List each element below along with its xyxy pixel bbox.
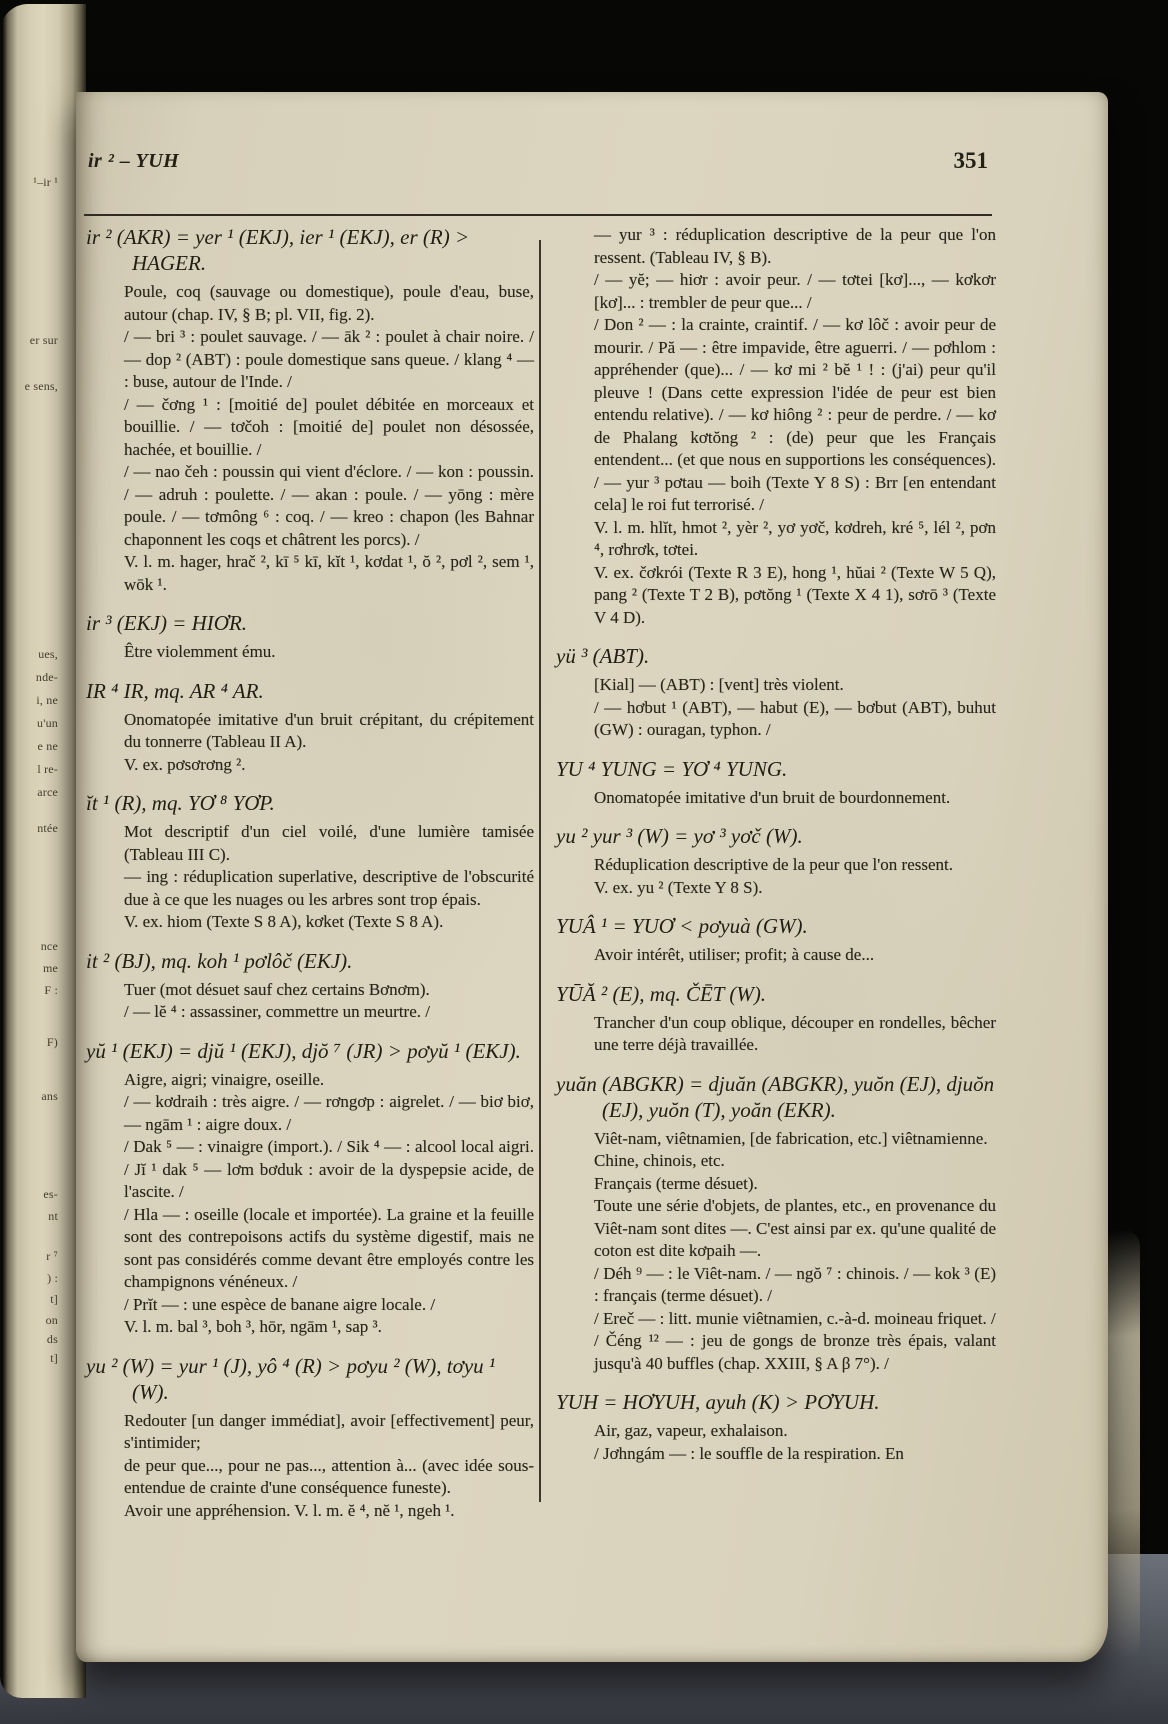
entry-paragraph: / Dak ⁵ — : vinaigre (import.). / Sik ⁴ — : alcool local aigri. / Jĭ ¹ dak ⁵ — lơm bơduk : avoir de la dyspepsie acide, de l'ascite. / — [124, 1137, 534, 1201]
dictionary-entry — [556, 224, 996, 629]
entry-paragraph: / Hla — : oseille (locale et importée). La graine et la feuille sont des contrepoisons actifs du système digestif, mais ne sont pas considérés comme devant être employés contre les champignons vénéneux. / — [124, 1204, 534, 1291]
page-edge-fragment: ans — [41, 1089, 58, 1103]
entry-paragraph: / Déh ⁹ — : le Viêt-nam. / — ngŏ ⁷ : chinois. / — kok ³ (E) : français (terme désuet). / — [594, 1263, 996, 1305]
entry-paragraph: Mot descriptif d'un ciel voilé, d'une lumière tamisée (Tableau III C). — [124, 822, 534, 864]
dictionary-entry — [86, 610, 534, 664]
page-edge-fragment: t] — [50, 1351, 58, 1365]
entry-paragraph: Tuer (mot désuet sauf chez certains Bơnơm). — [124, 979, 430, 999]
entry-headword: yu ² yur ³ (W) = yơ ³ yơč (W). — [556, 824, 803, 848]
entry-paragraph: V. l. m. hlĭt, hmot ², yèr ², yơ yơč, kơdreh, kré ⁵, lél ², pơn ⁴, rơhrơk, tơtei. — [594, 517, 996, 559]
entry-paragraph: V. ex. pơsơrơng ². — [124, 754, 246, 774]
page-edge-fragment: nt — [48, 1209, 58, 1223]
page-edge-fragment: ds — [46, 1332, 58, 1346]
dictionary-entry — [556, 981, 996, 1057]
running-header: ir ² – YUH — [88, 150, 180, 172]
page-edge-fragment: es- — [43, 1187, 58, 1201]
entry-headword: YUH = HƠYUH, ayuh (K) > PƠYUH. — [556, 1390, 880, 1414]
column-left — [86, 224, 534, 1536]
page-edge-fragment: on — [45, 1313, 58, 1327]
page-edge-fragment: ues, — [38, 647, 58, 661]
entry-headword: YUÂ ¹ = YUƠ < pơyuà (GW). — [556, 914, 808, 938]
page-edge-fragment: nce — [40, 939, 58, 953]
column-divider — [539, 240, 541, 1502]
entry-paragraph: / Ereč — : litt. munie viêtnamien, c.-à-d. moineau friquet. / — [594, 1308, 996, 1328]
entry-paragraph: Français (terme désuet). — [594, 1173, 758, 1193]
entry-headword: yuăn (ABGKR) = djuăn (ABGKR), yuŏn (EJ), djuŏn (EJ), yuŏn (T), yoăn (EKR). — [556, 1071, 995, 1122]
entry-paragraph: Aigre, aigri; vinaigre, oseille. — [124, 1069, 325, 1089]
entry-paragraph: Réduplication descriptive de la peur que l'on ressent. — [594, 855, 954, 874]
entry-headword: yu ² (W) = yur ¹ (J), yô ⁴ (R) > pơyu ² (W), tơyu ¹ (W). — [86, 1353, 496, 1404]
entry-paragraph: / — čơng ¹ : [moitié de] poulet débitée en morceaux et bouillie. / — tơčoh : [moitié de] poulet non désossée, hachée, et bouillie. / — [124, 394, 534, 459]
book-page — [76, 92, 1108, 1662]
dictionary-entry — [556, 643, 996, 742]
dictionary-entry — [556, 913, 996, 967]
entry-paragraph: Toute une série d'objets, de plantes, etc., en provenance du Viêt-nam sont dites —. C'est ainsi par ex. qu'une qualité de coton est dite kơpaih —. — [594, 1196, 996, 1260]
entry-paragraph: / Prĭt — : une espèce de banane aigre locale. / — [124, 1294, 436, 1314]
entry-headword: yü ³ (ABT). — [556, 644, 650, 668]
entry-paragraph: — yur ³ : réduplication descriptive de la peur que l'on ressent. (Tableau IV, § B). — [594, 225, 996, 267]
header-rule — [84, 214, 992, 216]
entry-paragraph: [Kial] — (ABT) : [vent] très violent. — [594, 675, 844, 694]
entry-paragraph: Redouter [un danger immédiat], avoir [effectivement] peur, s'intimider; — [124, 1410, 534, 1452]
dictionary-entry — [556, 823, 996, 899]
entry-paragraph: / Jơhngám — : le souffle de la respiration. En — [594, 1443, 904, 1463]
entry-paragraph: / Čéng ¹² — : jeu de gongs de bronze très épais, valant jusqu'à 40 buffles (chap. XXIII, § A β 7°). / — [594, 1331, 996, 1373]
entry-paragraph: V. ex. yu ² (Texte Y 8 S). — [594, 877, 763, 897]
entry-paragraph: Onomatopée imitative d'un bruit de bourdonnement. — [594, 787, 951, 807]
page-edge-fragment: t] — [50, 1292, 58, 1306]
entry-paragraph: V. l. m. bal ³, boh ³, hōr, ngām ¹, sap ³. — [124, 1317, 382, 1336]
entry-paragraph: / Don ² — : la crainte, craintif. / — kơ lôč : avoir peur de mourir. / Pă — : être impavide, être aguerri. / — pơhlom : appréhender (que)... / — kơ mi ² bĕ ¹ ! : (j'ai) peur qu'il pleuve ! (Dans cette expression l'idée de peur est bien entendu relative). / — kơ hiông ² : peur de perdre. / — kơ de Phalang kơtŏng ² : (de) peur que les Français entendent... (et que nous en supportions les conséquences). / — yur ³ pơtau — boih (Texte Y 8 S) : Brr [en entendant cela] le roi fut terrorisé. / — [594, 315, 996, 514]
book-edge — [0, 4, 86, 1698]
page-edge-fragment: F) — [46, 1035, 58, 1049]
page-edge-fragment: e ne — [37, 739, 58, 753]
dictionary-entry — [86, 678, 534, 777]
page-edge-fragment: ntée — [37, 821, 58, 835]
dictionary-entry — [556, 756, 996, 810]
page-edge-fragment: F : — [44, 983, 58, 997]
dictionary-entry — [86, 1353, 534, 1523]
page-edge-fragment: nde- — [35, 670, 58, 684]
entry-paragraph: Trancher d'un coup oblique, découper en rondelles, bêcher une terre déjà travaillée. — [594, 1012, 996, 1054]
column-right — [556, 224, 996, 1479]
page-edge-fragment: l re- — [37, 762, 58, 776]
entry-paragraph: Air, gaz, vapeur, exhalaison. — [594, 1421, 788, 1440]
entry-paragraph: V. l. m. hager, hrač ², kī ⁵ kī, kĭt ¹, kơdat ¹, ŏ ², pơl ², sem ¹, wōk ¹. — [124, 552, 534, 594]
entry-paragraph: Poule, coq (sauvage ou domestique), poule d'eau, buse, autour (chap. IV, § B; pl. VII, fig. 2). — [124, 282, 534, 324]
dictionary-entry — [86, 1038, 534, 1339]
entry-paragraph: — ing : réduplication superlative, descriptive de l'obscurité due à ce que les nuages ou les arbres sont trop épais. — [124, 867, 534, 909]
dictionary-entry — [86, 224, 534, 596]
entry-paragraph: V. ex. hiom (Texte S 8 A), kơket (Texte S 8 A). — [124, 912, 444, 931]
entry-headword: yŭ ¹ (EKJ) = djŭ ¹ (EKJ), djŏ ⁷ (JR) > pơyŭ ¹ (EKJ). — [86, 1038, 521, 1063]
entry-paragraph: Avoir intérêt, utiliser; profit; à cause de... — [594, 945, 875, 964]
entry-headword: YŪĂ ² (E), mq. ČĒT (W). — [556, 981, 767, 1006]
entry-paragraph: V. ex. čơkrói (Texte R 3 E), hong ¹, hŭai ² (Texte W 5 Q), pang ² (Texte T 2 B), pơtŏng ¹ (Texte X 4 1), sơrō ³ (Texte V 4 D). — [594, 562, 996, 627]
entry-paragraph: Être violemment ému. — [124, 642, 276, 661]
page-edge-fragment: ) : — [47, 1271, 58, 1285]
entry-paragraph: Chine, chinois, etc. — [594, 1151, 725, 1170]
entry-paragraph: / — yĕ; — hiơr : avoir peur. / — tơtei [kơ]..., — kơkơr [kơ]... : trembler de peur que... / — [594, 270, 996, 312]
page-edge-fragment: r ⁷ — [46, 1249, 58, 1263]
page-edge-fragment: arce — [37, 785, 58, 799]
dictionary-entry — [86, 790, 534, 934]
entry-paragraph: / — bri ³ : poulet sauvage. / — āk ² : poulet à chair noire. / — dop ² (ABT) : poule domestique sans queue. / klang ⁴ — : buse, autour de l'Inde. / — [124, 327, 534, 391]
entry-paragraph: / — hơbut ¹ (ABT), — habut (E), — bơbut (ABT), buhut (GW) : ouragan, typhon. / — [594, 697, 996, 739]
entry-paragraph: Onomatopée imitative d'un bruit crépitant, du crépitement du tonnerre (Tableau II A). — [124, 709, 534, 751]
page-edge-fragment: e sens, — [24, 379, 58, 393]
entry-headword: IR ⁴ IR, mq. AR ⁴ AR. — [86, 678, 264, 703]
entry-headword: ir ² (AKR) = yer ¹ (EKJ), ier ¹ (EKJ), er (R) > HAGER. — [86, 225, 470, 275]
entry-paragraph: / — lĕ ⁴ : assassiner, commettre un meurtre. / — [124, 1002, 430, 1021]
entry-headword: it ² (BJ), mq. koh ¹ pơlôč (EKJ). — [86, 948, 353, 973]
dictionary-entry — [556, 1071, 996, 1376]
page-edge-fragment: me — [42, 961, 58, 975]
entry-paragraph: de peur que..., pour ne pas..., attention à... (avec idée sous-entendue de crainte d'une conséquence funeste). — [124, 1455, 534, 1497]
page-edge-fragment: i, ne — [36, 693, 58, 707]
entry-paragraph: / — kơdraih : très aigre. / — rơngơp : aigrelet. / — biơ biơ, — ngām ¹ : aigre doux. / — [124, 1092, 534, 1134]
entry-paragraph: Avoir une appréhension. V. l. m. ĕ ⁴, nĕ ¹, ngeh ¹. — [124, 1500, 455, 1520]
page-edge-fragment: ¹–ir ¹ — [33, 175, 58, 189]
dictionary-entry — [556, 1389, 996, 1465]
dictionary-entry — [86, 948, 534, 1024]
entry-paragraph: / — nao čeh : poussin qui vient d'éclore. / — kon : poussin. / — adruh : poulette. / — akan : poule. / — yōng : mère poule. / — tơmông ⁶ : coq. / — kreo : chapon (les Bahnar chaponnent les coqs et châtrent les porcs). / — [124, 462, 534, 549]
page-edge-fragment: u'un — [37, 716, 58, 730]
entry-headword: ir ³ (EKJ) = HIƠR. — [86, 611, 248, 635]
entry-headword: YU ⁴ YUNG = YƠ ⁴ YUNG. — [556, 756, 788, 781]
page-edge-fragment: er sur — [29, 333, 58, 347]
entry-paragraph: Viêt-nam, viêtnamien, [de fabrication, etc.] viêtnamienne. — [594, 1128, 988, 1148]
page-number: 351 — [953, 148, 988, 173]
entry-headword: ĭt ¹ (R), mq. YƠ ⁸ YƠP. — [86, 791, 275, 815]
